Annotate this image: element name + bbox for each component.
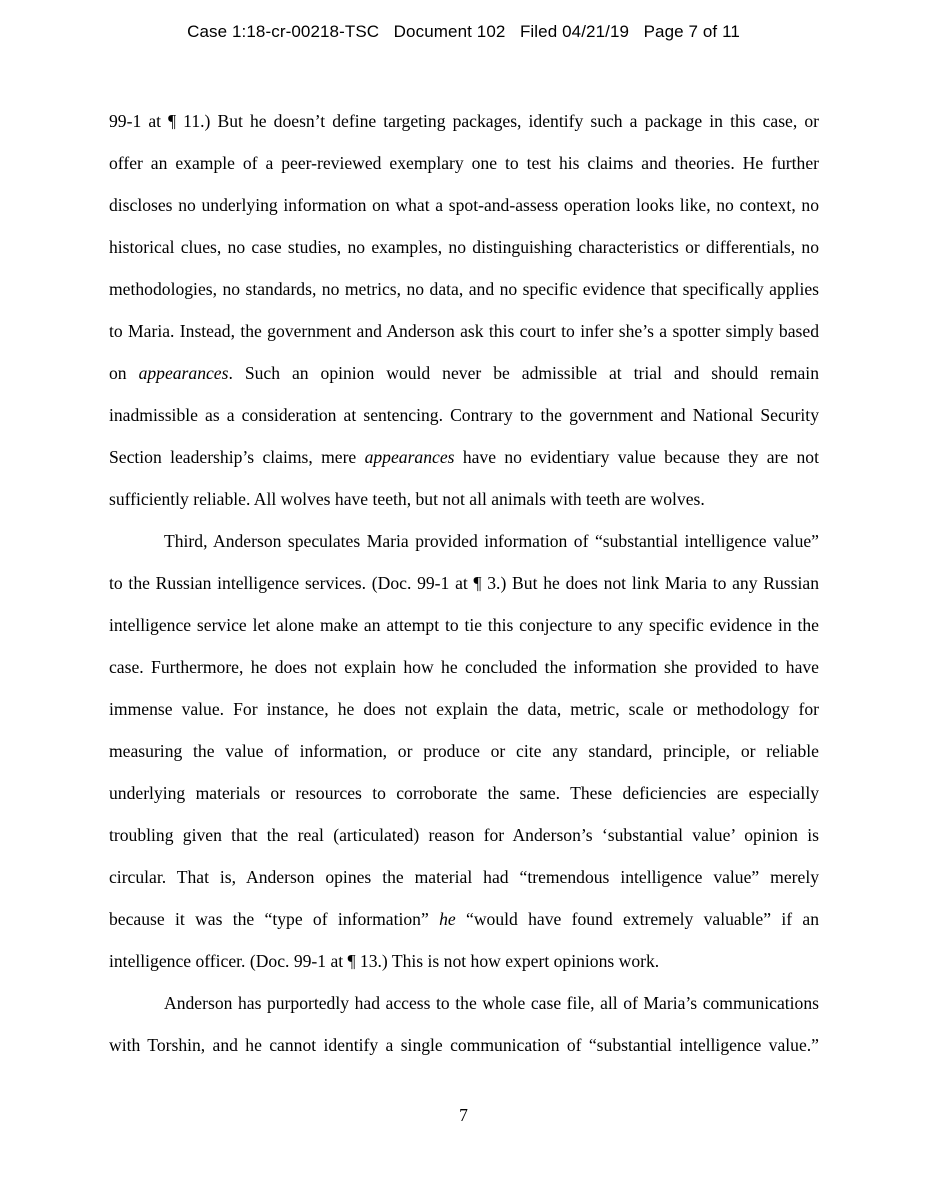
- text-line: Anderson has purportedly had access to the whole case file, all of Maria’s communications: [164, 993, 819, 1013]
- text-line: underlying materials or resources to corroborate the same. These deficiencies are especially: [109, 783, 819, 803]
- filed-date: Filed 04/21/19: [519, 22, 630, 41]
- document-number: Document 102: [393, 22, 506, 41]
- text-line: intelligence officer. (Doc. 99-1 at ¶ 13.) This is not how expert opinions work.: [109, 951, 660, 971]
- text-line: case. Furthermore, he does not explain how he concluded the information she provided to have: [109, 657, 819, 677]
- text-line: with Torshin, and he cannot identify a single communication of “substantial intelligence value.”: [109, 1035, 819, 1055]
- case-number: Case 1:18-cr-00218-TSC: [187, 22, 380, 41]
- page-number: 7: [459, 1105, 468, 1125]
- text-line: on appearances. Such an opinion would never be admissible at trial and should remain: [109, 363, 819, 383]
- text-line: sufficiently reliable. All wolves have teeth, but not all animals with teeth are wolves.: [109, 489, 705, 509]
- text-line: Third, Anderson speculates Maria provided information of “substantial intelligence value”: [164, 531, 819, 551]
- text-line: to Maria. Instead, the government and Anderson ask this court to infer she’s a spotter simply based: [109, 321, 819, 341]
- text-line: troubling given that the real (articulated) reason for Anderson’s ‘substantial value’ opinion is: [109, 825, 819, 845]
- text-line: inadmissible as a consideration at sentencing. Contrary to the government and National Security: [109, 405, 819, 425]
- text-line: measuring the value of information, or produce or cite any standard, principle, or reliable: [109, 741, 819, 761]
- text-line: 99-1 at ¶ 11.) But he doesn’t define targeting packages, identify such a package in this case, or: [109, 111, 819, 131]
- page-of: Page 7 of 11: [643, 22, 740, 41]
- text-line: historical clues, no case studies, no examples, no distinguishing characteristics or differentials, no: [109, 237, 819, 257]
- text-line: offer an example of a peer-reviewed exemplary one to test his claims and theories. He further: [109, 153, 819, 173]
- text-line: because it was the “type of information” he “would have found extremely valuable” if an: [109, 909, 819, 929]
- emphasis-text: appearances: [138, 363, 229, 383]
- text-line: Section leadership’s claims, mere appearances have no evidentiary value because they are not: [109, 447, 819, 467]
- text-line: intelligence service let alone make an attempt to tie this conjecture to any specific evidence in the: [109, 615, 819, 635]
- text-line: discloses no underlying information on what a spot-and-assess operation looks like, no context, no: [109, 195, 819, 215]
- text-line: to the Russian intelligence services. (Doc. 99-1 at ¶ 3.) But he does not link Maria to any Russian: [109, 573, 819, 593]
- case-header: [0, 22, 927, 42]
- text-line: methodologies, no standards, no metrics, no data, and no specific evidence that specifically applies: [109, 279, 819, 299]
- text-line: circular. That is, Anderson opines the material had “tremendous intelligence value” merely: [109, 867, 819, 887]
- emphasis-text: he: [439, 909, 456, 929]
- emphasis-text: appearances: [364, 447, 455, 467]
- text-line: immense value. For instance, he does not explain the data, metric, scale or methodology for: [109, 699, 819, 719]
